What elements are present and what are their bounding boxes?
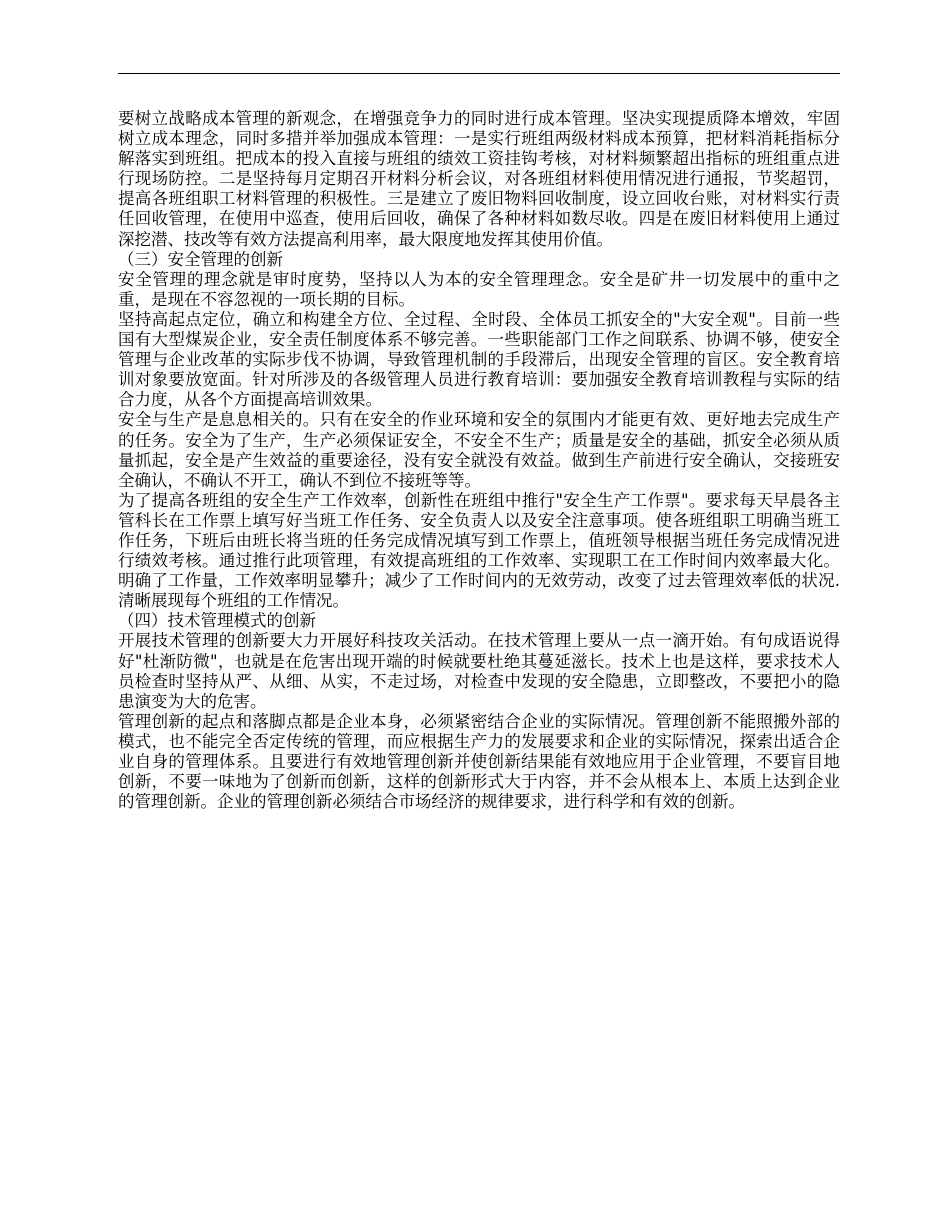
paragraph-cost-management: 要树立战略成本管理的新观念，在增强竞争力的同时进行成本管理。坚决实现提质降本增效，牢固树立成本理念，同时多措并举加强成本管理：一是实行班组两级材料成本预算，把材料消耗指标分解落实到班组。把成本的投入直接与班组的绩效工资挂钩考核，对材料频繁超出指标的班组重点进行现场防控。二是坚持每月定期召开材料分析会议，对各班组材料使用情况进行通报，节奖超罚，提高各班组职工材料管理的积极性。三是建立了废旧物料回收制度，设立回收台账，对材料实行责任回收管理，在使用中巡查，使用后回收，确保了各种材料如数尽收。四是在废旧材料使用上通过深挖潜、技改等有效方法提高利用率，最大限度地发挥其使用价值。 xyxy=(118,109,840,249)
section-heading-safety-innovation: （三）安全管理的创新 xyxy=(118,249,283,269)
section-heading-technical-innovation: （四）技术管理模式的创新 xyxy=(118,611,316,631)
paragraph-technical-management: 开展技术管理的创新要大力开展好科技攻关活动。在技术管理上要从一点一滴开始。有句成语说得好"杜渐防微"，也就是在危害出现开端的时候就要杜绝其蔓延滋长。技术上也是这样，要求技术人员检查时坚持从严、从细、从实，不走过场，对检查中发现的安全隐患，立即整改，不要把小的隐患演变为大的危害。 xyxy=(118,631,840,711)
paragraph-management-innovation: 管理创新的起点和落脚点都是企业本身，必须紧密结合企业的实际情况。管理创新不能照搬外部的模式，也不能完全否定传统的管理，而应根据生产力的发展要求和企业的实际情况，探索出适合企业自身的管理体系。且要进行有效地管理创新并使创新结果能有效地应用于企业管理，不要盲目地创新，不要一味地为了创新而创新，这样的创新形式大于内容，并不会从根本上、本质上达到企业的管理创新。企业的管理创新必须结合市场经济的规律要求，进行科学和有效的创新。 xyxy=(118,711,840,812)
paragraph-safety-positioning: 坚持高起点定位，确立和构建全方位、全过程、全时段、全体员工抓安全的"大安全观"。目前一些国有大型煤炭企业，安全责任制度体系不够完善。一些职能部门工作之间联系、协调不够，使安全管理与企业改革的实际步伐不协调，导致管理机制的手段滞后，出现安全管理的盲区。安全教育培训对象要放宽面。针对所涉及的各级管理人员进行教育培训：要加强安全教育培训教程与实际的结合力度，从各个方面提高培训效果。 xyxy=(118,309,840,410)
document-body xyxy=(118,109,840,812)
paragraph-safety-production: 安全与生产是息息相关的。只有在安全的作业环境和安全的氛围内才能更有效、更好地去完成生产的任务。安全为了生产，生产必须保证安全，不安全不生产；质量是安全的基础，抓安全必须从质量抓起，安全是产生效益的重要途径，没有安全就没有效益。做到生产前进行安全确认，交接班安全确认，不确认不开工，确认不到位不接班等等。 xyxy=(118,410,840,490)
paragraph-work-ticket: 为了提高各班组的安全生产工作效率，创新性在班组中推行"安全生产工作票"。要求每天早晨各主管科长在工作票上填写好当班工作任务、安全负责人以及安全注意事项。使各班组职工明确当班工作任务，下班后由班长将当班的任务完成情况填写到工作票上，值班领导根据当班任务完成情况进行绩效考核。通过推行此项管理，有效提高班组的工作效率、实现职工在工作时间内效率最大化。明确了工作量，工作效率明显攀升；减少了工作时间内的无效劳动，改变了过去管理效率低的状况.清晰展现每个班组的工作情况。 xyxy=(118,490,840,611)
paragraph-safety-concept: 安全管理的理念就是审时度势，坚持以人为本的安全管理理念。安全是矿井一切发展中的重中之重，是现在不容忽视的一项长期的目标。 xyxy=(118,269,840,309)
header-rule xyxy=(118,73,840,74)
